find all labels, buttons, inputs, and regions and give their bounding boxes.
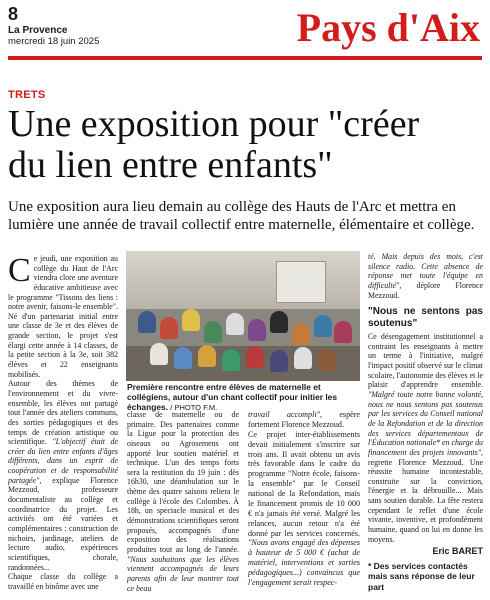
body-paragraph: Chaque classe du collège a travaillé en binôme avec une <box>8 572 118 591</box>
article-headline <box>8 104 488 186</box>
child-figure <box>270 311 288 333</box>
photo-credit: / PHOTO F.M. <box>170 403 218 412</box>
body-paragraph: Ce désengagement institutionnel a contraint les enseignants à mettre un terme à l'initiative, malgré l'impact positif observé sur le climat scolaire, l'autonomie des élèves et le plaisir d'apprendre ensemble. "Malgré toute notre bonne volonté, nous ne nous sentons pas soutenus par les services du Conseil national de la Refondation et de la direction des services départementaux de l'Éducation nationale* en charge du financement des projets innovants", regrette Florence Mezzoud. Une réussite humaine incontestable, construite sur la conviction, l'énergie et la débrouille... Mais sans soutien durable. La fête restera cependant le reflet d'une école vivante, inventive, et profondément humaine, quand on lui en donne les moyens. <box>368 332 483 544</box>
article-subhead: "Nous ne sentons pas soutenus" <box>368 306 483 329</box>
child-figure <box>248 319 266 341</box>
body-paragraph: travail accompli", espère fortement Florence Mezzoud. <box>248 410 360 429</box>
quote: travail accompli" <box>248 410 320 419</box>
article-column-3 <box>248 410 360 588</box>
section-title: Pays d'Aix <box>296 5 480 50</box>
article-column-1 <box>8 254 118 591</box>
child-figure <box>226 313 244 335</box>
body-paragraph: té. Mais depuis des mois, c'est silence radio. Cette absence de réponse met toute l'équipe en difficulté", déplore Florence Mezzoud. <box>368 252 483 300</box>
body-paragraph: Ce projet inter-établissements devait initialement s'inscrire sur trois ans. Il avait obtenu un avis très favorable dans le cadre du programme "Notre école, faisons-la ensemble" par le Conseil national de la Refondation, mais le financement promis de 10 000 € n'a jamais été versé. Malgré les relances, aucun retour n'a été donné par les services concernés. "Nous avons engagé des dépenses à hauteur de 5 000 € (achat de matériel, interventions et sorties pédagogiques...) convaincus que l'engagement serait respec- <box>248 429 360 587</box>
child-figure <box>174 347 192 369</box>
body-paragraph: classe de maternelle ou de primaire. Des partenaires comme la Ligue pour la protection des oiseaux ou Agrosemens ont apporté leur soutien matériel et technique. L'un des temps forts sera la restitution du 19 juin : dès 16h30, une déambulation sur le thème des quatre saisons reliera le collège à l'école des Colombes. À 18h, un spectacle musical et des démonstrations scientifiques seront proposés, accompagnés d'une exposition des réalisations produites tout au long de l'année. "Nous souhaitons que les élèves viennent accompagnés de leurs parents afin de leur montrer tout ce beau <box>127 410 239 593</box>
quote: "L'objectif était de créer du lien entre enfants d'âges différents, dans un esprit de coopération et de responsabilité partagée" <box>8 437 118 485</box>
photo-caption: Première rencontre entre élèves de maternelle et collégiens, autour d'un chant collectif pour initier les échanges. / PHOTO F.M. <box>127 382 338 412</box>
quote: "Nous avons engagé des dépenses à hauteur de 5 000 € (achat de matériel, interventions et sorties pédagogiques...) convaincus que l'engagement serait respec- <box>248 538 360 587</box>
child-figure <box>334 321 352 343</box>
child-figure <box>314 315 332 337</box>
article-kicker: TRETS <box>8 89 46 101</box>
page-header <box>8 4 482 60</box>
child-figure <box>270 350 288 372</box>
headline-line-1: Une exposition pour "créer <box>8 103 420 145</box>
child-figure <box>198 345 216 367</box>
publication-name: La Provence <box>8 25 68 36</box>
quote: "Nous souhaitons que les élèves viennent accompagnés de leurs parents afin de leur montrer tout ce beau <box>127 554 239 593</box>
child-figure <box>294 347 312 369</box>
article-column-4 <box>368 252 483 592</box>
child-figure <box>182 309 200 331</box>
child-figure <box>246 346 264 368</box>
body-paragraph: Autour des thèmes de l'environnement et du vivre-ensemble, les élèves ont partagé tout l'année des ateliers communs, des sorties pédagogiques et des temps de création artistique ou scientifique. "L'objectif était de créer du lien entre enfants d'âges différents, dans un esprit de coopération et de responsabilité partagée", explique Florence Mezzoud, professeure documentaliste au collège et coordinatrice du projet. Les activités ont été variées et complémentaires : construction de nichoirs, jardinage, ateliers de lecture audio, expériences scientifiques, chorale, randonnées... <box>8 379 118 572</box>
article-photo <box>126 251 360 381</box>
headline-line-2: du lien entre enfants" <box>8 144 333 186</box>
page-number: 8 <box>8 4 19 24</box>
classroom-board <box>276 261 326 303</box>
child-figure <box>138 311 156 333</box>
author-signature: Eric BARET <box>432 546 483 557</box>
quote: té. Mais depuis des mois, c'est silence radio. Cette absence de réponse met toute l'équipe en difficulté" <box>368 252 483 290</box>
child-figure <box>204 321 222 343</box>
child-figure <box>222 349 240 371</box>
child-figure <box>150 343 168 365</box>
body-paragraph: Ce jeudi, une exposition au collège du Haut de l'Arc viendra clore une aventure éducative ambitieuse avec le programme "Tissons des liens : notre avenir, faisons-le ensemble". Né d'un partenariat initial entre une classe de 3e et des élèves de grande section, le projet s'est élargi cette année à 14 classes, de la petite section à la 3e, soit 382 élèves et 22 enseignants mobilisés. <box>8 252 118 379</box>
child-figure <box>318 349 336 371</box>
issue-date: mercredi 18 juin 2025 <box>8 36 100 47</box>
child-figure <box>292 323 310 345</box>
footnote: * Des services contactés mais sans réponse de leur part <box>368 560 475 592</box>
drop-cap: C <box>8 252 31 289</box>
child-figure <box>160 317 178 339</box>
quote: "Malgré toute notre bonne volonté, nous ne nous sentons pas soutenus par les services du Conseil national de la Refondation et de la direction des services départementaux de l'Éducation nationale* en charge du financement des projets innovants" <box>368 390 483 457</box>
article-column-2 <box>127 410 239 593</box>
article-deck: Une exposition aura lieu demain au collège des Hauts de l'Arc et mettra en lumière une année de travail collectif entre maternelle, élémentaire et collège. <box>8 199 475 233</box>
header-rule <box>8 56 482 60</box>
